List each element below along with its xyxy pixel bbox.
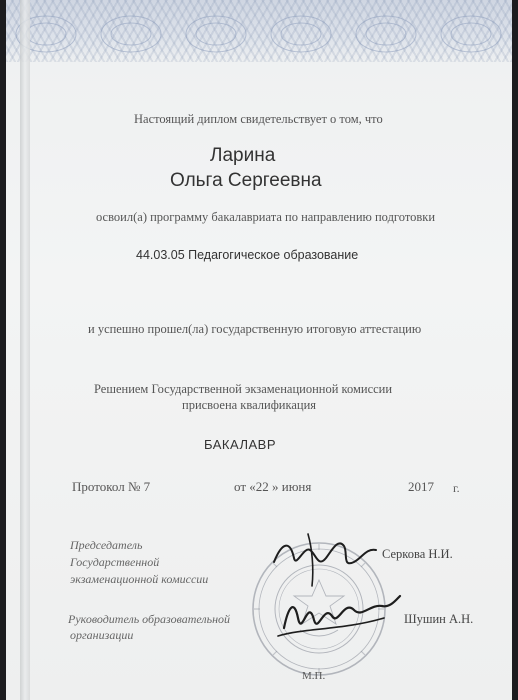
page-fold [20, 0, 30, 700]
protocol-year: 2017 [408, 479, 434, 494]
chair-title-line-2: Государственной [70, 555, 160, 569]
decision-line-2: присвоена квалификация [182, 398, 317, 412]
qualification: БАКАЛАВР [204, 437, 276, 452]
head-name: Шушин А.Н. [404, 612, 474, 626]
security-pattern-band [6, 0, 512, 62]
graduate-surname: Ларина [210, 145, 276, 166]
decision-line-1: Решением Государственной экзаменационной комиссии [94, 382, 393, 396]
chair-title-line-1: Председатель [70, 538, 143, 552]
protocol-number: Протокол № 7 [72, 479, 151, 494]
program-name: 44.03.05 Педагогическое образование [136, 248, 359, 262]
attestation-text: и успешно прошел(ла) государственную итоговую аттестацию [88, 322, 422, 336]
protocol-date: от «22 » июня [234, 479, 312, 494]
stamp-place-label: М.П. [302, 670, 326, 682]
head-title-line-2: организации [70, 628, 134, 642]
mastered-program-text: освоил(а) программу бакалавриата по направлению подготовки [96, 210, 436, 224]
diploma-page [6, 0, 512, 700]
graduate-given-names: Ольга Сергеевна [170, 170, 322, 191]
rosette-ornament [6, 4, 512, 60]
head-signature [274, 588, 404, 648]
chair-title-line-3: экзаменационной комиссии [70, 572, 209, 586]
head-title-line-1: Руководитель образовательной [68, 612, 231, 626]
chair-name: Серкова Н.И. [382, 547, 453, 561]
year-suffix: г. [453, 481, 460, 495]
chair-signature [268, 528, 388, 588]
intro-text: Настоящий диплом свидетельствует о том, что [134, 112, 383, 126]
